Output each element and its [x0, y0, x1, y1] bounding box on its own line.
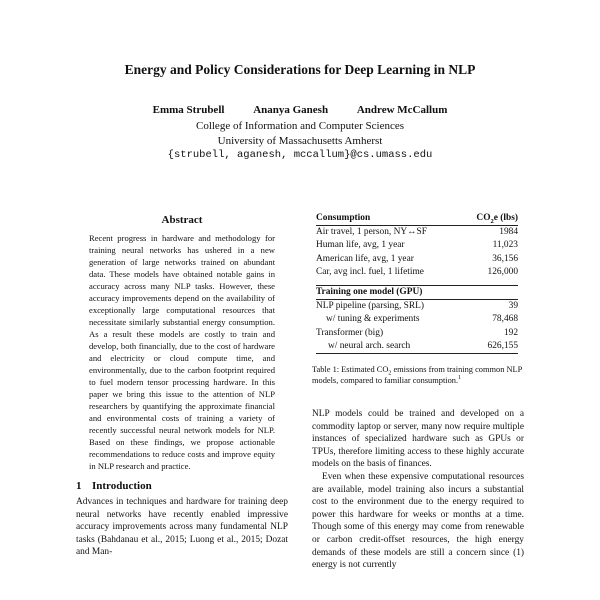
table-header-row	[316, 212, 518, 226]
table-cell-label: Air travel, 1 person, NY↔SF	[316, 227, 427, 238]
table-cell-label: w/ neural arch. search	[316, 340, 463, 354]
author-email: {strubell, aganesh, mccallum}@cs.umass.edu	[167, 149, 433, 161]
table-row	[316, 340, 518, 354]
section-title: Introduction	[92, 480, 152, 492]
body-paragraph: Even when these expensive computational resources are available, model training also incurs a substantial cost to the environment due to the energy required to power this hardware for weeks or months at a time. Though some of this energy may come from renewable or carbon credit-offset resources, the high energy demands of these models are still a concern since (1) energy is not currently	[312, 472, 524, 571]
table-row	[316, 327, 518, 340]
right-column	[312, 212, 524, 572]
table-cell-label: American life, avg, 1 year	[316, 253, 414, 264]
affiliation-line: University of Massachusetts Amherst	[217, 135, 383, 147]
abstract-heading: Abstract	[161, 214, 203, 226]
table-row	[316, 300, 518, 314]
paper-title: Energy and Policy Considerations for Deep Learning in NLP	[124, 62, 476, 77]
table-cell-value: 192	[503, 327, 518, 338]
table-cell-label: Transformer (big)	[316, 327, 384, 338]
table-header-co2: $CO_2e$ (lbs)	[463, 212, 518, 226]
table-cell-value: 39	[508, 301, 518, 312]
affiliation-line: College of Information and Computer Sciences	[195, 120, 405, 132]
section-heading	[76, 480, 288, 492]
emissions-table	[316, 212, 518, 354]
table-group-heading: Training one model (GPU)	[316, 286, 518, 300]
table-row	[316, 313, 518, 326]
table-cell-label: Car, avg incl. fuel, 1 lifetime	[316, 266, 424, 277]
table-cell-value: 126,000	[487, 266, 518, 277]
body-paragraph: NLP models could be trained and developed on a commodity laptop or server, many now require multiple instances of specialized hardware such as GPUs or TPUs, therefore limiting access to these highly accurate models on the basis of finances.	[312, 409, 524, 470]
table-cell-value: 78,468	[492, 314, 518, 325]
table-cell-value: 1984	[499, 227, 518, 238]
body-text	[312, 408, 524, 572]
introduction-text: Advances in techniques and hardware for training deep neural networks have recently enabled impressive accuracy improvements across many fundamental NLP tasks (Bahdanau et al., 2015; Luong et al., 2015; Dozat and Man-	[76, 497, 288, 558]
table-cell-value: 36,156	[492, 253, 518, 264]
footnote-marker: 1	[458, 375, 462, 382]
table-caption: Table 1: Estimated $CO_2$ emissions from training common NLP models, compared to familiar consumption.$^1$	[312, 365, 522, 386]
table-cell-label: w/ tuning & experiments	[326, 314, 420, 325]
table-cell-value: 626,155	[463, 340, 518, 354]
section-number: 1	[76, 480, 82, 492]
author-name: Emma Strubell	[152, 104, 225, 116]
table-row	[316, 253, 518, 266]
abstract-text: Recent progress in hardware and methodology for training neural networks has ushered in a new generation of large networks trained on abundant data. These models have obtained notable gains in accuracy across many NLP tasks. However, these accuracy improvements depend on the availability of exceptionally large computational resources that necessitate similarly substantial energy consumption. As a result these models are costly to train and develop, both financially, due to the cost of hardware and electricity or cloud compute time, and environmentally, due to the carbon footprint required to fuel modern tensor processing hardware. In this paper we bring this issue to the attention of NLP researchers by quantifying the approximate financial and environmental costs of training a variety of recently successful neural network models for NLP. Based on these findings, we propose actionable recommendations to reduce costs and improve equity in NLP research and practice.	[89, 233, 275, 471]
left-column	[76, 214, 288, 559]
author-name: Ananya Ganesh	[253, 104, 329, 116]
table-row	[316, 239, 518, 252]
table-cell-label: NLP pipeline (parsing, SRL)	[316, 301, 424, 312]
author-name: Andrew McCallum	[356, 104, 448, 116]
table-row	[316, 266, 518, 279]
table-cell-label: Human life, avg, 1 year	[316, 240, 405, 251]
table-header-consumption: Consumption	[316, 212, 463, 226]
table-group-heading-row	[316, 286, 518, 300]
author-list	[0, 104, 600, 116]
table-cell-value: 11,023	[492, 240, 518, 251]
table-row	[316, 226, 518, 240]
